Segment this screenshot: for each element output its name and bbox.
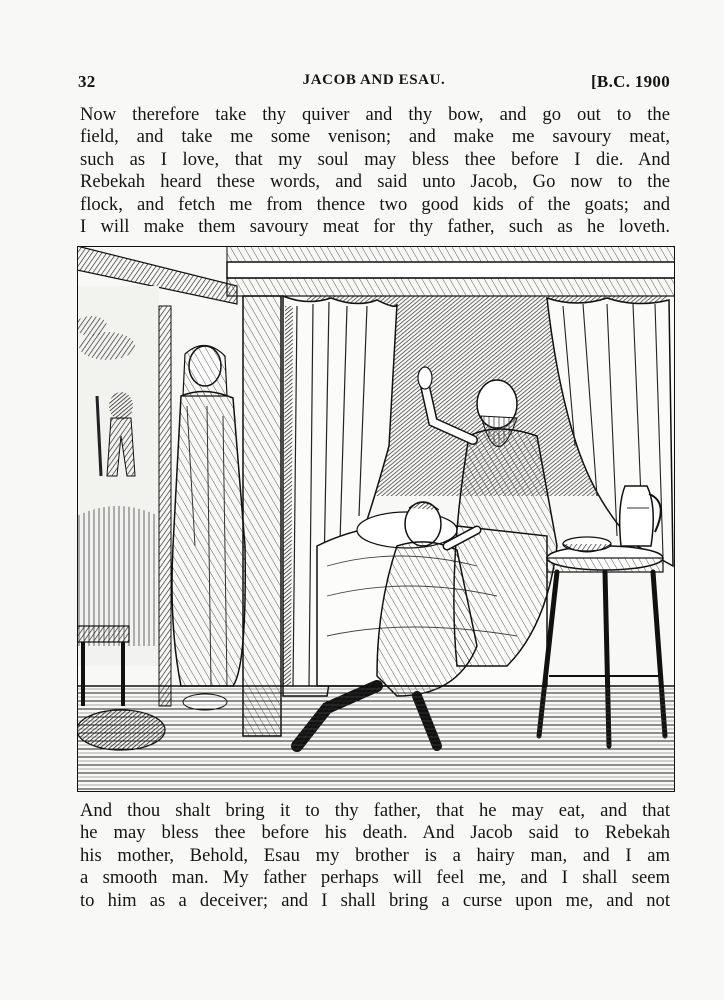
wooden-post: [243, 296, 281, 736]
doorframe: [159, 306, 171, 706]
wooden-floor: [77, 686, 675, 792]
chapter-title: JACOB AND ESAU.: [302, 72, 446, 88]
basket: [77, 710, 165, 750]
body-text-bottom: [80, 800, 670, 912]
text-line: such as I love, that my soul may bless thee before I die. And: [80, 148, 670, 170]
text-line: to him as a deceiver; and I shall bring a curse upon me, and not: [80, 889, 670, 911]
era-marker: [B.C. 1900: [590, 72, 670, 91]
text-line: field, and take me some venison; and make me savoury meat,: [80, 126, 670, 148]
text-line: flock, and fetch me from thence two good kids of the goats; and: [80, 193, 670, 215]
running-head: [78, 72, 670, 94]
text-line: a smooth man. My father perhaps will feel me, and I shall seem: [80, 867, 670, 889]
body-text-top: [80, 104, 670, 238]
page-number: 32: [78, 72, 96, 91]
text-line: And thou shalt bring it to thy father, that he may eat, and that: [80, 800, 670, 821]
text-line: Now therefore take thy quiver and thy bow, and go out to the: [80, 104, 670, 125]
text-line: Rebekah heard these words, and said unto Jacob, Go now to the: [80, 171, 670, 193]
engraving-illustration: [77, 246, 675, 792]
text-line: his mother, Behold, Esau my brother is a hairy man, and I am: [80, 844, 670, 866]
text-line: I will make them savoury meat for thy father, such as he loveth.: [80, 215, 670, 237]
text-line: he may bless thee before his death. And Jacob said to Rebekah: [80, 822, 670, 844]
outdoor-landscape: [77, 286, 159, 666]
